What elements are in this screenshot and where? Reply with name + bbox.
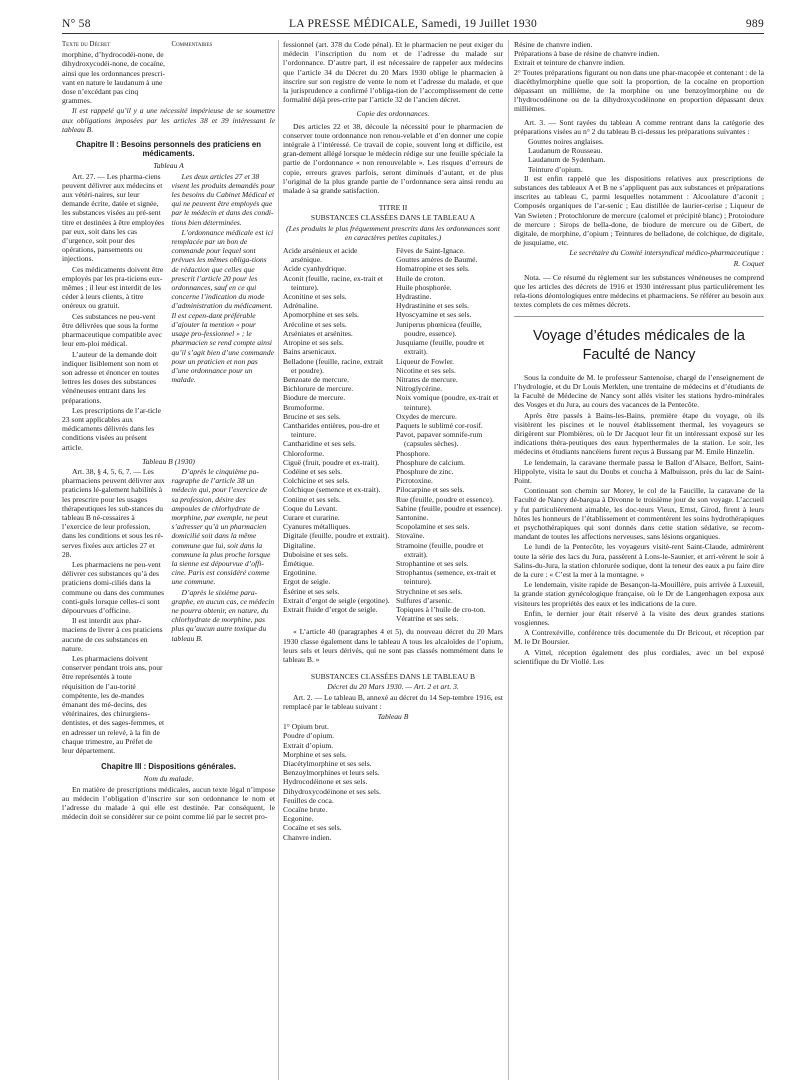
list-item: Cyanures métalliques.: [283, 522, 351, 532]
decree-paragraph: Les pharmaciens ne peu-vent délivrer ces substances qu’à des praticiens domi-ciliés dans la commune ou dans des communes conti-guës lorsque celles-ci sont dépourvues d’officine.: [62, 559, 165, 615]
list-item: Stramoine (feuille, poudre et extrait).: [396, 540, 484, 559]
list-item: Phosphure de zinc.: [396, 466, 454, 476]
decree-reference: Décret du 20 Mars 1930. — Art. 2 et art. 3.: [327, 682, 459, 692]
article-paragraph: Le lundi de la Pentecôte, les voyageurs visitè-rent Saint-Claude, admirèrent toute la série des lacs du Jura, passèrent à Lons-le-Saunier, et arri-vèrent le soir à Salins-du-Jura, la station chlorurée sodique, dont la teneur des eaux a pu faire dire de la cure : « C’est la mer à la montagne. »: [514, 542, 764, 579]
list-item: Noix vomique (poudre, ex-trait et teinture).: [396, 393, 499, 412]
list-item: Feuilles de coca.: [283, 795, 334, 805]
list-item: Dihydroxycodéinone et ses sels.: [283, 786, 381, 796]
list-item: Digitale (feuille, poudre et extrait).: [283, 531, 390, 541]
list-item: Laudanum de Rousseau.: [528, 146, 603, 156]
list-item: Nicotine et ses sels.: [396, 365, 456, 375]
article-paragraph: Enfin, le dernier jour était réservé à la visite des deux grandes stations vosgiennes.: [514, 608, 764, 627]
list-item: Émétique.: [283, 558, 314, 568]
list-item: Gouttes noires anglaises.: [528, 137, 604, 147]
column-3: [514, 40, 764, 667]
list-item: Résine de chanvre indien.: [514, 40, 593, 49]
list-item: Benzoate de mercure.: [283, 374, 349, 384]
tableau-b-list: [283, 722, 503, 842]
body-paragraph: fessionnel (art. 378 du Code pénal). Et le pharmacien ne peut exiger du médecin l’inscription du nom et de l’adresse du malade sur l’ordonnance. D’autre part, il est nécessaire de rappeler aux médecins que l’article 34 du Décret du 20 Mars 1930 oblige le pharmacien à inscrire sur son registre de vente le nom et l’adresse du malade, et que la jurisprudence a confirmé l’obliga-tion de l’accomplissement de cette formalité déjà pres-crite par l’article 32 de l’ancien décret.: [283, 40, 503, 105]
comment-paragraph: L’ordonnance médicale est ici remplacée par un bon de commande pour lequel sont prévues les mêmes obliga-tions de rédaction que celles que prescrit l’article 20 pour les ordonnances, sauf en ce qui concerne l’indication du mode d’administration du médicament. Il est cepen-dant préférable d’ajouter la mention « pour usage pro-fessionnel » ; le pharmacien se rend compte ainsi qu’il s’agit bien d’une commande pour un praticien et non pas d’une ordonnance pour un malade.: [171, 227, 274, 385]
list-item: Codéine et ses sels.: [283, 466, 343, 476]
list-item: Adrénaline.: [283, 301, 319, 311]
list-item: Bichlorure de mercure.: [283, 384, 354, 394]
list-item: Cantharides entières, pou-dre et teinture.: [283, 420, 380, 440]
list-item: Strychnine et ses sels.: [396, 586, 463, 596]
list-item: Hydrocodéinone et ses sels.: [283, 777, 368, 787]
issue-number: N° 58: [62, 18, 91, 30]
list-item: Coque du Levant.: [283, 503, 338, 513]
article-paragraph: A Contrexéville, conférence très documentée du Dr Bricout, et réception par M. le Dr Boursier.: [514, 628, 764, 647]
list-item: Aconit (feuille, racine, ex-trait et teinture).: [283, 273, 383, 292]
decree-paragraph: Ces substances ne peu-vent être délivrées que sous la forme pharmaceutique compatible avec leur em-ploi médical.: [62, 311, 162, 349]
nota-paragraph: Nota. — Ce résumé du règlement sur les substances vénéneuses ne comprend que les articles des décrets de 1916 et 1930 intéressant plus particulièrement les rela-tions déontologiques entre médecins et pharmaciens. Se référer au besoin aux textes complets de ces mêmes décrets.: [514, 272, 764, 310]
list-item: Pavot, papaver somnife-rum (capsules sèches).: [396, 430, 483, 449]
list-item: Hydrastinine et ses sels.: [396, 301, 469, 311]
list-item: Oxydes de mercure.: [396, 411, 457, 421]
article-paragraph: Le lendemain, visite rapide de Besançon-la-Mouillère, puis arrivée à Luxeuil, la grande station gynécologique française, où le Dr de Langenhagen exposa aux visiteurs les propriétés des eaux et les indications de la cure.: [514, 580, 764, 608]
heading-comments: Commentaires: [171, 41, 213, 48]
list-item: Morphine et ses sels.: [283, 749, 347, 759]
list-item: Juniperus phœnicea (feuille, poudre, essence).: [396, 319, 482, 338]
list-item: Diacétylmorphine et ses sels.: [283, 759, 372, 769]
list-item: Jusquiame (feuille, poudre et extrait).: [396, 338, 485, 357]
list-item: Pilocarpine et ses sels.: [396, 485, 465, 495]
list-item: Extrait d’ergot de seigle (ergotine).: [283, 595, 390, 605]
article-title: Voyage d’études médicales de la Faculté de Nancy: [532, 327, 745, 363]
decree-paragraph: morphine, d’hydrocodéi-none, de dihydroxycodéi-none, de cocaïne, ainsi que les ordonnances prescri-vant en nature le laudanum à une dose n’excédant pas cinq grammes.: [62, 50, 165, 106]
tableau-a-heading: SUBSTANCES CLASSÉES DANS LE TABLEAU A: [310, 213, 476, 223]
list-item: Bains arsenicaux.: [283, 347, 337, 357]
article-27: Art. 27. — Les pharma-ciens peuvent délivrer aux médecins et aux vétéri-naires, sur leur demande écrite, datée et signée, les substances visées au pré-sent titre et destinées à être employées par eux, soit dans les cas d’urgence, soit pour des opérations, pansements ou injections.: [62, 171, 165, 264]
removed-preparations-list: [514, 137, 764, 174]
list-item: Stovaïne.: [396, 531, 425, 541]
chapter-2-heading: Chapitre II : Besoins personnels des praticiens en médicaments.: [75, 140, 261, 159]
section-rule: [514, 316, 764, 317]
header-rule: [62, 33, 764, 34]
decree-paragraph: Les prescriptions de l’ar-ticle 23 sont applicables aux médicaments délivrés dans les conditions visées au présent article.: [62, 405, 162, 452]
list-item: Fèves de Saint-Ignace.: [396, 246, 465, 256]
list-item: Brucine et ses sels.: [283, 411, 341, 421]
comment-paragraph: D’après le sixième para-graphe, en aucun cas, ce médecin ne pourra obtenir, en nature, du chlorhydrate de morphine, pas plus qu’aucun autre toxique du tableau B.: [171, 587, 275, 643]
tableau-b-heading: SUBSTANCES CLASSÉES DANS LE TABLEAU B: [310, 672, 476, 682]
column-divider: [508, 40, 509, 1080]
list-item: Cantharidine et ses sels.: [283, 439, 356, 449]
list-item: Cocaïne et ses sels.: [283, 823, 342, 833]
list-item: 1° Opium brut.: [283, 722, 329, 732]
list-item: Biodure de mercure.: [283, 393, 346, 403]
tableau-a-note: (Les produits le plus fréquemment prescrits dans les ordonnances sont en caractères petites capitales.): [286, 223, 500, 242]
list-item: Huile de croton.: [396, 273, 446, 283]
decree-paragraph: Ces médicaments doivent être employés par les pra-ticiens eux-mêmes ; il leur est interdit de les céder à leurs clients, à titre onéreux ou gratuit.: [62, 264, 164, 311]
patient-name-subheading: Nom du malade.: [143, 774, 194, 784]
list-item: Laudanum de Sydenham.: [528, 155, 606, 165]
list-item: Belladone (feuille, racine, extrait et poudre).: [283, 356, 384, 375]
list-item: Ésérine et ses sels.: [283, 586, 340, 596]
list-item: Phosphore.: [396, 448, 430, 458]
list-item: Chloroforme.: [283, 448, 325, 458]
column-2: [283, 40, 503, 842]
article-paragraph: A Vittel, réception également des plus cordiales, avec un bel exposé scientifique du Dr Viollé. Les: [514, 647, 764, 666]
tableau-b-label: Tableau B (1930): [142, 456, 195, 466]
list-item: Ergot de seigle.: [283, 577, 331, 587]
decree-paragraph: L’auteur de la demande doit indiquer lisiblement son nom et son adresse et énoncer en toutes lettres les doses des substances vénéneuses entrant dans les préparations.: [62, 349, 160, 405]
list-item: Strophantine et ses sels.: [396, 558, 469, 568]
comment-paragraph: Les deux articles 27 et 38 visent les produits demandés pour les besoins du Cabinet Médical et qui ne peuvent être employés que par le médecin et dans des condi-tions bien déterminées.: [171, 171, 275, 227]
list-item: Strophantus (semence, ex-trait et teinture).: [396, 568, 496, 587]
article-38: Art. 38, § 4, 5, 6, 7. — Les pharmaciens peuvent délivrer aux praticiens lé-galement habilités à les prescrire pour les usages thérapeutiques les sub-stances du tableau B né-cessaires à l’exercice de leur profession, dans les conditions et sous les ré-serves fixées aux articles 27 et 28.: [62, 466, 165, 559]
list-item: Benzoylmorphines et leurs sels.: [283, 768, 380, 778]
list-item: Liqueur de Fowler.: [396, 356, 454, 366]
list-item: Nitroglycérine.: [396, 384, 443, 394]
list-item: Vératrine et ses sels.: [396, 614, 459, 624]
list-item: Extrait fluide d’ergot de seigle.: [283, 604, 378, 614]
signature-title: Le secrétaire du Comité intersyndical médico-pharmaceutique :: [569, 248, 764, 258]
list-item: Colchique (semence et ex-trait).: [283, 485, 381, 495]
list-item: Digitaline.: [283, 540, 316, 550]
substances-list-right: [396, 246, 503, 623]
list-item: Atropine et ses sels.: [283, 338, 344, 348]
list-item: Arséniates et arsénites.: [283, 328, 353, 338]
list-item: Poudre d’opium.: [283, 731, 335, 741]
list-item: Ergotinine.: [283, 568, 317, 578]
list-item: Hydrastine.: [396, 292, 432, 302]
list-item: Scopolamine et ses sels.: [396, 522, 470, 532]
list-item: Paquets le sublimé cor-rosif.: [396, 420, 483, 430]
copies-subheading: Copie des ordonnances.: [356, 109, 430, 119]
comment-paragraph: D’après le cinquième pa-ragraphe de l’article 38 un médecin qui, pour l’exercice de sa profession, désire des ampoules de chlorhydrate de morphine, par exemple, ne peut s’adresser qu’à un pharmacien domicilié soit dans la même commune que lui, soit dans la commune la plus proche lorsque la sienne est dépourvue d’offi-cine. Paris est considéré comme une commune.: [171, 466, 271, 587]
list-item: Extrait et teinture de chanvre indien.: [514, 58, 625, 68]
list-item: Hyoscyamine et ses sels.: [396, 310, 472, 320]
reminder-paragraph: Il est rappelé qu’il y a une nécessité impérieuse de se soumettre aux obligations imposées par les articles 38 et 39 intéressant le tableau B.: [62, 106, 275, 134]
list-item: Topiques à l’huile de cro-ton.: [396, 604, 486, 614]
list-item: Santonine.: [396, 512, 429, 522]
list-item: Acide arsénieux et acide arsénique.: [283, 246, 358, 265]
list-item: Picrotoxine.: [396, 476, 433, 486]
list-item: Cocaïne brute.: [283, 805, 328, 815]
column-divider: [278, 40, 279, 1080]
article-paragraph: Après être passés à Bains-les-Bains, première étape du voyage, où ils visitèrent les piscines et le nouvel établissement thermal, les voyageurs se dirigèrent sur Plombières, où le Dr Jacquot leur fit un intéressant exposé sur les indications théra-peutiques des eaux hyperthermales de la station. Le soir, les médecins et étudiants nancéiens furent reçus à Bussang par M. Emile Hinzelin.: [514, 410, 764, 457]
article-40-quote: « L’article 40 (paragraphes 4 et 5), du nouveau décret du 20 Mars 1930 classe également dans le tableau A tous les alcaloïdes de l’opium, leurs sels et leurs dérivés, qui ne sont pas classés nommément dans le tableau B. »: [283, 627, 503, 664]
article-2: Art. 2. — Le tableau B, annexé au décret du 14 Sep-tembre 1916, est remplacé par le tableau suivant :: [283, 692, 503, 711]
heading-decree-text: Texte du Décret: [62, 41, 111, 48]
decree-paragraph: Les pharmaciens doivent conserver pendant trois ans, pour être représentés à toute réquisition de l’au-torité compétente, les de-mandes émanant des mé-decins, des vétérinaires, des chirurgiens-dentistes, et des sages-femmes, et en adresser un relevé, à la fin de chaque trimestre, au Préfet de leur département.: [62, 654, 165, 756]
list-item: Apomorphine et ses sels.: [283, 310, 359, 320]
list-item: Teinture d’opium.: [528, 164, 583, 174]
list-item: Homatropine et ses sels.: [396, 264, 470, 274]
list-item: Curare et curarine.: [283, 512, 340, 522]
article-paragraph: Sous la conduite de M. le professeur Santenoise, chargé de l’enseignement de l’hydrologie, et du Dr Louis Merklen, une trentaine de médecins et d’étudiants de la Faculté de Médecine de Nancy sont allés visiter les stations hydro-minérales des Vosges et du Jura, au cours des vacances de la Pentecôte.: [514, 372, 764, 410]
chapter-3-heading: Chapitre III : Dispositions générales.: [101, 762, 236, 772]
substances-list-left: [283, 246, 390, 623]
list-item: Ecgonine.: [283, 814, 314, 824]
article-paragraph: Le lendemain, la caravane thermale passa le Ballon d’Alsace, Belfort, Saint-Hippolyte, visita le saut du Doubs et coucha à Malbuisson, près du lac de Saint-Point.: [514, 457, 764, 485]
article-paragraph: Continuant son chemin sur Morey, le col de la Faucille, la caravane de la Faculté de Nancy dé-barqua à Divonne le troisième jour de son voyage. L’accueil y fut particulièrement aimable, les doc-teurs Vieux, Ernst, Girod, firent à leurs hôtes les honneurs de l’établissement et commentèrent les soins hydrothérapiques et psychothérapiques qui sont donnés dans cette station sédative, se recom-mandant de toutes les affections nerveuses, sans lésions organiques.: [514, 486, 764, 542]
preparations-paragraph: 2° Toutes préparations figurant ou non dans une phar-macopée et contenant : de la diacéthylmorphine quelle que soit la proportion, de la cocaïne en proportion dépassant un millième, de la morphine ou une benzoylmorphine ou de l’hydrocodéinone ou de la dihydroxycodéinone en proportion dépassant deux millièmes.: [514, 67, 764, 114]
list-item: Coniine et ses sels.: [283, 494, 341, 504]
list-item: Arécoline et ses sels.: [283, 319, 347, 329]
article-3: Art. 3. — Sont rayées du tableau A comme rentrant dans la catégorie des préparations visées au n° 2 du tableau B ci-dessus les préparations suivantes :: [514, 117, 764, 136]
body-paragraph: Des articles 22 et 38, découle la nécessité pour le pharmacien de conserver toute ordonnance non renou-velable et d’en donner une copie intégrale à l’intéressé. Ce travail de copie, souvent long et difficile, est gran-dement allégé lorsque le médecin rédige sur une feuille spéciale la partie de l’ordonnance « non renouvelable ». Les risques d’erreurs de copie, erreurs graves parfois, seront diminués d’autant, et de plus l’original de la plus grande partie de l’ordonnance sera ainsi rendu au malade à sa grande satisfaction.: [283, 121, 503, 196]
column-1: [62, 40, 275, 822]
list-item: Bromoforme.: [283, 402, 325, 412]
list-item: Sulfures d’arsenic.: [396, 595, 453, 605]
body-paragraph: En matière de prescriptions médicales, aucun texte légal n’impose au médecin l’obligation d’inscrire sur son ordonnance le nom et l’adresse du malade à qui elle est destinée. Par conséquent, le médecin doit se considérer sur ce point comme lié par le secret pro-: [62, 784, 275, 822]
list-item: Nitrates de mercure.: [396, 374, 458, 384]
body-paragraph: Il est enfin rappelé que les dispositions relatives aux prescriptions de substances des tableaux A et B ne s’appliquent pas aux substances et préparations inscrites au tableau C, parmi lesquelles notamment : Alcoolature d’aconit ; Composés organiques de l’ar-senic ; Eau distillée de laurier-cerise ; Liqueur de Van Swieten ; Protochlorure de mercure (calomel et précipité blanc) ; Protoiodure de mercure : Sirops de bella-done, de biodure de mercure ou de Gibert, de digitale, de morphine, d’opium ; Teintures de belladone, de colchique, de digitale, de jusquiame, etc.: [514, 173, 764, 248]
cannabis-list: [514, 40, 764, 68]
list-item: Sabine (feuille, poudre et essence).: [396, 503, 503, 513]
list-item: Chanvre indien.: [283, 832, 332, 842]
list-item: Duboisine et ses sels.: [283, 549, 348, 559]
list-item: Huile phosphorée.: [396, 282, 452, 292]
tableau-b-label: Tableau B: [377, 712, 409, 722]
list-item: Aconitine et ses sels.: [283, 292, 347, 302]
tableau-a-label: Tableau A: [153, 161, 184, 171]
list-item: Rue (feuille, poudre et essence).: [396, 494, 494, 504]
list-item: Préparations à base de résine de chanvre indien.: [514, 49, 660, 59]
page-number: 989: [745, 18, 764, 30]
signature-name: R. Coquet: [733, 258, 764, 268]
list-item: Extrait d’opium.: [283, 740, 334, 750]
list-item: Ciguë (fruit, poudre et ex-trait).: [283, 457, 380, 467]
list-item: Phosphure de calcium.: [396, 457, 465, 467]
page-header: [62, 18, 764, 32]
titre-2-heading: TITRE II: [378, 203, 408, 213]
column-headings: [62, 40, 275, 50]
journal-title: LA PRESSE MÉDICALE, Samedi, 19 Juillet 1930: [288, 18, 537, 30]
list-item: Gouttes amères de Baumé.: [396, 255, 478, 265]
list-item: Colchicine et ses sels.: [283, 476, 350, 486]
list-item: Acide cyanhydrique.: [283, 264, 347, 274]
decree-paragraph: Il est interdit aux phar-maciens de livrer à ces praticiens aucune de ces substances en nature.: [62, 616, 163, 653]
